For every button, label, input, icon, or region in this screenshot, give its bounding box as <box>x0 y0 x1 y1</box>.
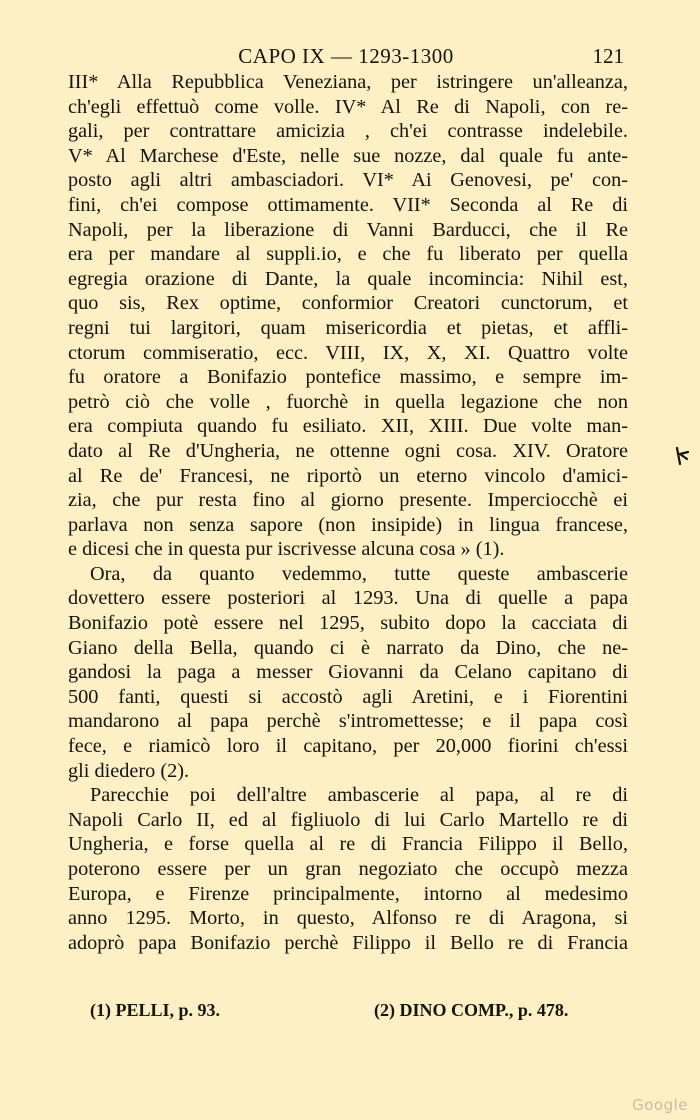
google-watermark: Google <box>632 1096 688 1114</box>
text-line: Giano della Bella, quando ci è narrato da Dino, che ne- <box>68 636 628 659</box>
text-line: gandosi la paga a messer Giovanni da Celano capitano di <box>68 661 628 684</box>
text-line: zia, che pur resta fino al giorno presente. Imperciocchè ei <box>68 489 628 512</box>
text-line: Napoli, per la liberazione di Vanni Barducci, che il Re <box>68 218 628 241</box>
text-line: adoprò papa Bonifazio perchè Filippo il Bello re di Francia <box>68 931 628 954</box>
text-line: era compiuta quando fu esiliato. XII, XIII. Due volte man- <box>68 415 628 438</box>
text-line: dato al Re d'Ungheria, ne ottenne ogni cosa. XIV. Oratore <box>68 439 628 462</box>
text-line: Napoli Carlo II, ed al figliuolo di lui Carlo Martello re di <box>68 808 628 831</box>
text-line: gali, per contrattare amicizia , ch'ei contrasse indelebile. <box>68 120 628 143</box>
text-line: petrò ciò che volle , fuorchè in quella legazione che non <box>68 390 628 413</box>
text-line: fini, ch'ei compose ottimamente. VII* Seconda al Re di <box>68 193 628 216</box>
text-line: fece, e riamicò loro il capitano, per 20,000 fiorini ch'essi <box>68 735 628 758</box>
footnotes <box>90 1000 610 1026</box>
page-number: 121 <box>592 44 624 68</box>
text-line: Ora, da quanto vedemmo, tutte queste ambascerie <box>90 562 628 585</box>
text-line: III* Alla Repubblica Veneziana, per istringere un'alleanza, <box>68 71 628 93</box>
text-line: ctorum commiseratio, ecc. VIII, IX, X, XI. Quattro volte <box>68 341 628 364</box>
text-line: poterono essere per un gran negoziato che occupò mezza <box>68 858 628 880</box>
text-line: dovettero essere posteriori al 1293. Una di quelle a papa <box>68 587 628 610</box>
text-line: fu oratore a Bonifazio pontefice massimo, e sempre im- <box>68 366 628 389</box>
text-line: mandarono al papa perchè s'intromettesse; e il papa così <box>68 710 628 733</box>
text-line: ch'egli effettuò come volle. IV* Al Re di Napoli, con re- <box>68 95 628 118</box>
text-line: era per mandare al suppli.io, e che fu liberato per quella <box>68 243 628 266</box>
text-line: regni tui largitori, quam misericordia et pietas, et affli- <box>68 316 628 339</box>
text-line: 500 fanti, questi si accostò agli Aretini, e i Fiorentini <box>68 685 628 708</box>
running-title: CAPO IX — 1293-1300 <box>238 44 454 68</box>
footnote-2: (2) DINO COMP., p. 478. <box>374 1000 569 1020</box>
text-line: Europa, e Firenze principalmente, intorno al medesimo <box>68 882 628 905</box>
text-line: Bonifazio potè essere nel 1295, subito dopo la cacciata di <box>68 612 628 635</box>
body-text <box>68 70 628 955</box>
text-line: gli diedero (2). <box>68 759 190 782</box>
text-line: e dicesi che in questa pur iscrivesse alcuna cosa » (1). <box>68 538 505 561</box>
text-line: parlava non senza sapore (non insipide) in lingua francese, <box>68 513 628 536</box>
text-line: posto agli altri ambasciadori. VI* Ai Genovesi, pe' con- <box>68 169 628 192</box>
text-line: al Re de' Francesi, ne riportò un eterno vincolo d'amici- <box>68 464 628 487</box>
text-line: Parecchie poi dell'altre ambascerie al papa, al re di <box>90 784 628 807</box>
text-line: V* Al Marchese d'Este, nelle sue nozze, dal quale fu ante- <box>68 144 628 167</box>
text-line: Ungheria, e forse quella al re di Francia Filippo il Bello, <box>68 833 628 856</box>
text-line: anno 1295. Morto, in questo, Alfonso re di Aragona, si <box>68 907 628 930</box>
text-line: egregia orazione di Dante, la quale incomincia: Nihil est, <box>68 267 628 290</box>
margin-mark-icon <box>674 446 690 466</box>
footnote-1: (1) PELLI, p. 93. <box>90 1000 221 1020</box>
text-line: quo sis, Rex optime, conformior Creatori cunctorum, et <box>68 292 628 315</box>
